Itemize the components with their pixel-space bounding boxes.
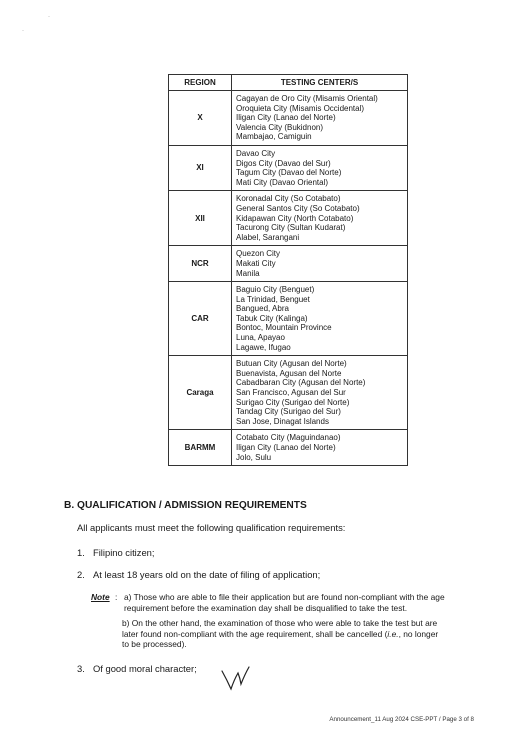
requirement-number: 1. [77, 547, 85, 558]
testing-center-name: Digos City (Davao del Sur) [236, 158, 331, 168]
note-item-b-text: b) On the other hand, the examination of those who were able to take the test but are later found non-compliant with the age requirement, shall be cancelled ( [122, 618, 438, 639]
table-body [169, 91, 408, 466]
testing-centers-cell [232, 91, 408, 146]
requirement-text: Of good moral character; [93, 663, 197, 674]
note-colon: : [115, 592, 118, 602]
testing-center-name: Kidapawan City (North Cotabato) [236, 213, 354, 223]
table-row [169, 145, 408, 190]
table-row [169, 91, 408, 146]
region-cell: XI [169, 145, 232, 190]
note-item-b [122, 618, 440, 650]
region-cell: Caraga [169, 356, 232, 430]
table-row [169, 430, 408, 466]
testing-center-name: Cabadbaran City (Agusan del Norte) [236, 378, 366, 388]
testing-center-name: Tacurong City (Sultan Kudarat) [236, 223, 346, 233]
region-cell: XII [169, 191, 232, 246]
testing-center-name: Iligan City (Lanao del Norte) [236, 113, 336, 123]
scan-speck: · [22, 28, 24, 34]
table-row [169, 282, 408, 356]
testing-center-name: Alabel, Sarangani [236, 232, 300, 242]
region-column-header: REGION [169, 75, 232, 91]
note-item-b-ie: i.e. [387, 628, 399, 639]
testing-center-name: General Santos City (So Cotabato) [236, 203, 360, 213]
testing-centers-cell [232, 430, 408, 466]
testing-center-name: Koronadal City (So Cotabato) [236, 194, 341, 204]
testing-centers-column-header: TESTING CENTER/S [232, 75, 408, 91]
testing-center-name: Bangued, Abra [236, 304, 289, 314]
testing-center-name: Makati City [236, 258, 276, 268]
region-cell: BARMM [169, 430, 232, 466]
testing-center-name: Cotabato City (Maguindanao) [236, 433, 341, 443]
testing-center-name: Buenavista, Agusan del Norte [236, 368, 342, 378]
testing-center-name: Tagum City (Davao del Norte) [236, 168, 342, 178]
testing-center-name: Tandag City (Surigao del Sur) [236, 407, 341, 417]
testing-center-name: Tabuk City (Kalinga) [236, 313, 308, 323]
testing-center-name: Iligan City (Lanao del Norte) [236, 443, 336, 452]
section-intro: All applicants must meet the following qualification requirements: [77, 522, 346, 533]
note-item-a: a) Those who are able to file their application but are found non-compliant with the age requirement before the examination day shall be disqualified to take the test. [124, 592, 445, 613]
testing-center-name: Cagayan de Oro City (Misamis Oriental) [236, 94, 378, 103]
testing-center-name: Butuan City (Agusan del Norte) [236, 359, 347, 369]
testing-center-name: Manila [236, 268, 260, 278]
note-item-b-text-end: , no longer to be processed). [122, 628, 439, 649]
testing-centers-cell [232, 145, 408, 190]
region-cell: NCR [169, 246, 232, 282]
testing-center-name: Bontoc, Mountain Province [236, 323, 332, 333]
testing-centers-cell [232, 356, 408, 430]
testing-center-name: Valencia City (Bukidnon) [236, 122, 324, 132]
scan-speck: · [48, 14, 50, 20]
requirement-number: 2. [77, 569, 85, 580]
testing-center-name: Mambajao, Camiguin [236, 132, 312, 142]
note-label: Note [91, 592, 110, 602]
table-row [169, 246, 408, 282]
testing-centers-cell [232, 246, 408, 282]
region-cell: CAR [169, 282, 232, 356]
testing-center-name: San Jose, Dinagat Islands [236, 416, 329, 426]
requirement-text: Filipino citizen; [93, 547, 155, 558]
testing-center-name: Davao City [236, 148, 276, 158]
table-header-row [169, 75, 408, 91]
testing-center-name: Lagawe, Ifugao [236, 342, 291, 352]
table-row [169, 356, 408, 430]
testing-center-name: La Trinidad, Benguet [236, 294, 310, 304]
testing-center-name: Baguio City (Benguet) [236, 285, 315, 295]
requirement-number: 3. [77, 663, 85, 674]
section-title: B. QUALIFICATION / ADMISSION REQUIREMENTS [64, 500, 307, 511]
testing-center-name: Mati City (Davao Oriental) [236, 177, 329, 187]
page-footer: Announcement_11 Aug 2024 CSE-PPT / Page 3 of 8 [329, 716, 474, 723]
testing-center-name: Luna, Apayao [236, 333, 285, 343]
testing-center-name: Jolo, Sulu [236, 452, 272, 462]
region-cell: X [169, 91, 232, 146]
table-row [169, 191, 408, 246]
testing-center-name: Oroquieta City (Misamis Occidental) [236, 103, 365, 113]
handwritten-initial-signature [218, 664, 252, 692]
testing-centers-table [168, 74, 408, 466]
testing-center-name: Quezon City [236, 249, 281, 259]
testing-center-name: San Francisco, Agusan del Sur [236, 388, 346, 398]
testing-centers-cell [232, 282, 408, 356]
requirement-text: At least 18 years old on the date of filing of application; [93, 569, 321, 580]
testing-centers-cell [232, 191, 408, 246]
testing-center-name: Surigao City (Surigao del Norte) [236, 397, 350, 407]
